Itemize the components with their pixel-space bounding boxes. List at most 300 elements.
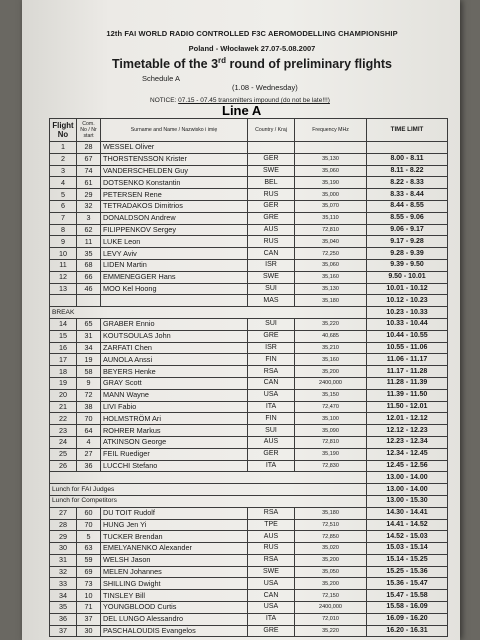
time-limit-cell: 10.01 - 10.12	[367, 283, 448, 295]
flight-no-cell: 21	[50, 401, 77, 413]
com-no-cell: 34	[77, 342, 101, 354]
table-row	[50, 566, 448, 578]
break-label: BREAK	[50, 307, 367, 319]
time-limit-cell: 15.47 - 15.58	[367, 590, 448, 602]
break-row	[50, 495, 448, 507]
frequency-cell: 40,685	[295, 330, 367, 342]
table-row	[50, 283, 448, 295]
pilot-name-cell: EMELYANENKO Alexander	[101, 543, 248, 555]
notice-body: transmitters impound (do not be late!!!)	[216, 97, 330, 104]
pilot-name-cell: ROHRER Markus	[101, 425, 248, 437]
frequency-cell: 35,150	[295, 389, 367, 401]
flight-no-cell: 30	[50, 543, 77, 555]
table-row	[50, 295, 448, 307]
table-row	[50, 377, 448, 389]
pilot-name-cell: EMMENEGGER Hans	[101, 271, 248, 283]
pilot-name-cell: FEIL Ruediger	[101, 448, 248, 460]
pilot-name-cell: HOLMSTRÖM Ari	[101, 413, 248, 425]
com-no-cell: 62	[77, 224, 101, 236]
table-row	[50, 142, 448, 154]
country-cell: ITA	[248, 401, 295, 413]
flight-no-cell: 24	[50, 436, 77, 448]
table-row	[50, 425, 448, 437]
pilot-name-cell: FILIPPENKOV Sergey	[101, 224, 248, 236]
flight-no-cell: 35	[50, 602, 77, 614]
table-row	[50, 200, 448, 212]
flight-no-cell: 33	[50, 578, 77, 590]
flight-no-cell: 28	[50, 519, 77, 531]
flight-no-cell: 19	[50, 377, 77, 389]
flight-no-cell: 32	[50, 566, 77, 578]
frequency-cell: 35,200	[295, 366, 367, 378]
country-cell: MAS	[248, 295, 295, 307]
com-no-cell: 46	[77, 283, 101, 295]
pilot-name-cell: LUKE Leon	[101, 236, 248, 248]
country-cell: RSA	[248, 554, 295, 566]
com-no-cell: 74	[77, 165, 101, 177]
frequency-cell: 35,050	[295, 566, 367, 578]
frequency-cell: 35,200	[295, 554, 367, 566]
frequency-cell: 35,210	[295, 342, 367, 354]
country-cell	[248, 142, 295, 154]
col-name: Surname and Name / Nazwisko i imię	[101, 119, 248, 142]
flight-no-cell: 26	[50, 460, 77, 472]
time-limit-cell: 8.44 - 8.55	[367, 200, 448, 212]
break-label: Lunch for Competitors	[50, 495, 367, 507]
flight-no-cell: 6	[50, 200, 77, 212]
country-cell: RUS	[248, 236, 295, 248]
break-label: Lunch for FAI Judges	[50, 484, 367, 496]
com-no-cell: 61	[77, 177, 101, 189]
time-limit-cell: 13.00 - 14.00	[367, 472, 448, 484]
pilot-name-cell	[101, 295, 248, 307]
frequency-cell: 35,180	[295, 507, 367, 519]
time-limit-cell: 15.36 - 15.47	[367, 578, 448, 590]
col-com-no: Com. No / Nr start	[77, 119, 101, 142]
time-limit-cell: 9.28 - 9.39	[367, 248, 448, 260]
col-flight-no: Flight No	[50, 119, 77, 142]
country-cell: ISR	[248, 342, 295, 354]
table-header-row	[50, 119, 448, 142]
time-limit-cell: 10.12 - 10.23	[367, 295, 448, 307]
frequency-cell: 35,220	[295, 625, 367, 637]
time-limit-cell: 16.09 - 16.20	[367, 613, 448, 625]
table-row	[50, 271, 448, 283]
pilot-name-cell: DU TOIT Rudolf	[101, 507, 248, 519]
flight-no-cell: 20	[50, 389, 77, 401]
table-row	[50, 330, 448, 342]
flight-no-cell: 23	[50, 425, 77, 437]
time-limit-cell: 13.00 - 15.30	[367, 495, 448, 507]
flight-no-cell: 1	[50, 142, 77, 154]
time-limit-cell: 13.00 - 14.00	[367, 484, 448, 496]
frequency-cell: 35,220	[295, 318, 367, 330]
break-row	[50, 307, 448, 319]
com-no-cell: 65	[77, 318, 101, 330]
flight-no-cell: 12	[50, 271, 77, 283]
pilot-name-cell: MOO Kel Hoong	[101, 283, 248, 295]
flight-no-cell: 31	[50, 554, 77, 566]
frequency-cell: 35,090	[295, 425, 367, 437]
country-cell: TPE	[248, 519, 295, 531]
com-no-cell: 28	[77, 142, 101, 154]
pilot-name-cell: DOTSENKO Konstantin	[101, 177, 248, 189]
timetable	[49, 118, 448, 637]
table-row	[50, 401, 448, 413]
com-no-cell	[77, 295, 101, 307]
table-row	[50, 366, 448, 378]
flight-no-cell: 13	[50, 283, 77, 295]
com-no-cell: 63	[77, 543, 101, 555]
pilot-name-cell: HUNG Jen Yi	[101, 519, 248, 531]
flight-no-cell: 22	[50, 413, 77, 425]
flight-no-cell: 36	[50, 613, 77, 625]
com-no-cell: 31	[77, 330, 101, 342]
time-limit-cell: 9.17 - 9.28	[367, 236, 448, 248]
table-row	[50, 590, 448, 602]
pilot-name-cell: SHILLING Dwight	[101, 578, 248, 590]
table-row	[50, 543, 448, 555]
notice-time: 07.15 - 07.45	[178, 97, 217, 104]
flight-no-cell: 37	[50, 625, 77, 637]
break-row	[50, 484, 448, 496]
com-no-cell: 66	[77, 271, 101, 283]
country-cell: SUI	[248, 425, 295, 437]
frequency-cell: 72,830	[295, 460, 367, 472]
pilot-name-cell: LEVY Aviv	[101, 248, 248, 260]
table-row	[50, 236, 448, 248]
table-row	[50, 413, 448, 425]
table-row	[50, 259, 448, 271]
time-limit-cell: 12.23 - 12.34	[367, 436, 448, 448]
frequency-cell: 35,160	[295, 354, 367, 366]
flight-no-cell: 15	[50, 330, 77, 342]
pilot-name-cell: LIVI Fabio	[101, 401, 248, 413]
break-label	[50, 472, 367, 484]
time-limit-cell: 11.39 - 11.50	[367, 389, 448, 401]
time-limit-cell: 10.44 - 10.55	[367, 330, 448, 342]
pilot-name-cell: BEYERS Henke	[101, 366, 248, 378]
flight-no-cell: 25	[50, 448, 77, 460]
frequency-cell: 35,190	[295, 448, 367, 460]
time-limit-cell: 8.22 - 8.33	[367, 177, 448, 189]
table-row	[50, 389, 448, 401]
time-limit-cell: 14.52 - 15.03	[367, 531, 448, 543]
com-no-cell: 67	[77, 153, 101, 165]
country-cell: FIN	[248, 413, 295, 425]
time-limit-cell: 9.39 - 9.50	[367, 259, 448, 271]
pilot-name-cell: YOUNGBLOOD Curtis	[101, 602, 248, 614]
country-cell: FIN	[248, 354, 295, 366]
com-no-cell: 60	[77, 507, 101, 519]
flight-no-cell: 5	[50, 189, 77, 201]
country-cell: USA	[248, 389, 295, 401]
pilot-name-cell: VANDERSCHELDEN Guy	[101, 165, 248, 177]
col-time-limit: TIME LIMIT	[367, 119, 448, 142]
table-row	[50, 165, 448, 177]
pilot-name-cell: DEL LUNGO Alessandro	[101, 613, 248, 625]
flight-no-cell: 16	[50, 342, 77, 354]
country-cell: GRE	[248, 330, 295, 342]
frequency-cell: 35,100	[295, 413, 367, 425]
com-no-cell: 4	[77, 436, 101, 448]
com-no-cell: 70	[77, 413, 101, 425]
pilot-name-cell: AUNOLA Anssi	[101, 354, 248, 366]
time-limit-cell: 11.50 - 12.01	[367, 401, 448, 413]
country-cell: ISR	[248, 259, 295, 271]
time-limit-cell: 8.55 - 9.06	[367, 212, 448, 224]
pilot-name-cell: MANN Wayne	[101, 389, 248, 401]
table-row	[50, 189, 448, 201]
flight-no-cell: 9	[50, 236, 77, 248]
frequency-cell: 35,060	[295, 165, 367, 177]
country-cell: CAN	[248, 590, 295, 602]
time-limit-cell: 10.23 - 10.33	[367, 307, 448, 319]
flight-no-cell: 10	[50, 248, 77, 260]
time-limit-cell: 8.00 - 8.11	[367, 153, 448, 165]
frequency-cell: 72,150	[295, 590, 367, 602]
com-no-cell: 58	[77, 366, 101, 378]
pilot-name-cell: TETRADAKOS Dimitrios	[101, 200, 248, 212]
country-cell: GER	[248, 153, 295, 165]
table-row	[50, 448, 448, 460]
frequency-cell: 35,070	[295, 200, 367, 212]
schedule-date: (1.08 - Wednesday)	[232, 83, 298, 92]
frequency-cell: 35,060	[295, 259, 367, 271]
frequency-cell: 35,110	[295, 212, 367, 224]
frequency-cell: 35,180	[295, 295, 367, 307]
time-limit-cell: 15.58 - 16.09	[367, 602, 448, 614]
time-limit-cell: 16.20 - 16.31	[367, 625, 448, 637]
time-limit-cell: 14.30 - 14.41	[367, 507, 448, 519]
country-cell: GER	[248, 448, 295, 460]
time-limit-cell: 12.12 - 12.23	[367, 425, 448, 437]
time-limit-cell: 12.45 - 12.56	[367, 460, 448, 472]
com-no-cell: 30	[77, 625, 101, 637]
time-limit-cell	[367, 142, 448, 154]
frequency-cell: 35,040	[295, 236, 367, 248]
com-no-cell: 9	[77, 377, 101, 389]
frequency-cell: 35,200	[295, 578, 367, 590]
country-cell: CAN	[248, 248, 295, 260]
country-cell: RSA	[248, 507, 295, 519]
frequency-cell: 72,470	[295, 401, 367, 413]
table-row	[50, 177, 448, 189]
com-no-cell: 59	[77, 554, 101, 566]
country-cell: ITA	[248, 613, 295, 625]
frequency-cell: 35,000	[295, 189, 367, 201]
com-no-cell: 38	[77, 401, 101, 413]
time-limit-cell: 11.28 - 11.39	[367, 377, 448, 389]
table-row	[50, 531, 448, 543]
com-no-cell: 27	[77, 448, 101, 460]
flight-no-cell: 34	[50, 590, 77, 602]
com-no-cell: 19	[77, 354, 101, 366]
table-row	[50, 212, 448, 224]
country-cell: SWE	[248, 271, 295, 283]
schedule-label: Schedule A	[142, 74, 180, 83]
com-no-cell: 10	[77, 590, 101, 602]
table-row	[50, 613, 448, 625]
country-cell: SWE	[248, 566, 295, 578]
com-no-cell: 3	[77, 212, 101, 224]
event-location-date: Poland - Włocławek 27.07-5.08.2007	[188, 44, 316, 53]
country-cell: RUS	[248, 189, 295, 201]
document-page	[22, 0, 460, 640]
col-frequency: Frequency MHz	[295, 119, 367, 142]
country-cell: AUS	[248, 436, 295, 448]
time-limit-cell: 14.41 - 14.52	[367, 519, 448, 531]
time-limit-cell: 11.06 - 11.17	[367, 354, 448, 366]
pilot-name-cell: GRABER Ennio	[101, 318, 248, 330]
com-no-cell: 70	[77, 519, 101, 531]
country-cell: SUI	[248, 283, 295, 295]
line-title: Line A	[222, 103, 262, 118]
flight-no-cell: 14	[50, 318, 77, 330]
time-limit-cell: 12.01 - 12.12	[367, 413, 448, 425]
pilot-name-cell: PETERSEN Rene	[101, 189, 248, 201]
pilot-name-cell: LIDEN Martin	[101, 259, 248, 271]
table-row	[50, 224, 448, 236]
time-limit-cell: 8.11 - 8.22	[367, 165, 448, 177]
com-no-cell: 29	[77, 189, 101, 201]
time-limit-cell: 15.03 - 15.14	[367, 543, 448, 555]
country-cell: USA	[248, 602, 295, 614]
frequency-cell	[295, 142, 367, 154]
com-no-cell: 32	[77, 200, 101, 212]
pilot-name-cell: WELSH Jason	[101, 554, 248, 566]
table-row	[50, 554, 448, 566]
com-no-cell: 36	[77, 460, 101, 472]
country-cell: SWE	[248, 165, 295, 177]
frequency-cell: 35,020	[295, 543, 367, 555]
country-cell: AUS	[248, 531, 295, 543]
frequency-cell: 35,160	[295, 271, 367, 283]
country-cell: RSA	[248, 366, 295, 378]
timetable-title	[52, 56, 452, 71]
pilot-name-cell: KOUTSOULAS John	[101, 330, 248, 342]
flight-no-cell: 7	[50, 212, 77, 224]
country-cell: GER	[248, 200, 295, 212]
time-limit-cell: 11.17 - 11.28	[367, 366, 448, 378]
com-no-cell: 73	[77, 578, 101, 590]
flight-no-cell: 17	[50, 354, 77, 366]
frequency-cell: 72,010	[295, 613, 367, 625]
flight-no-cell: 29	[50, 531, 77, 543]
table-row	[50, 602, 448, 614]
table-row	[50, 578, 448, 590]
com-no-cell: 71	[77, 602, 101, 614]
championship-title: 12th FAI WORLD RADIO CONTROLLED F3C AEROMODELLING CHAMPIONSHIP	[106, 29, 398, 38]
table-row	[50, 507, 448, 519]
country-cell: RUS	[248, 543, 295, 555]
flight-no-cell: 27	[50, 507, 77, 519]
table-row	[50, 460, 448, 472]
table-row	[50, 248, 448, 260]
timetable-body	[50, 142, 448, 637]
country-cell: GRE	[248, 625, 295, 637]
table-row	[50, 519, 448, 531]
frequency-cell: 72,810	[295, 224, 367, 236]
pilot-name-cell: THORSTENSSON Krister	[101, 153, 248, 165]
time-limit-cell: 8.33 - 8.44	[367, 189, 448, 201]
frequency-cell: 35,130	[295, 283, 367, 295]
time-limit-cell: 15.14 - 15.25	[367, 554, 448, 566]
pilot-name-cell: WESSEL Oliver	[101, 142, 248, 154]
table-row	[50, 436, 448, 448]
frequency-cell: 72,250	[295, 248, 367, 260]
flight-no-cell: 11	[50, 259, 77, 271]
pilot-name-cell: PASCHALOUDIS Evangelos	[101, 625, 248, 637]
pilot-name-cell: TINSLEY Bill	[101, 590, 248, 602]
com-no-cell: 35	[77, 248, 101, 260]
country-cell: ITA	[248, 460, 295, 472]
frequency-cell: 35,190	[295, 177, 367, 189]
country-cell: USA	[248, 578, 295, 590]
flight-no-cell: 8	[50, 224, 77, 236]
break-row	[50, 472, 448, 484]
country-cell: BEL	[248, 177, 295, 189]
time-limit-cell: 9.06 - 9.17	[367, 224, 448, 236]
table-row	[50, 625, 448, 637]
pilot-name-cell: LUCCHI Stefano	[101, 460, 248, 472]
flight-no-cell: 2	[50, 153, 77, 165]
com-no-cell: 37	[77, 613, 101, 625]
title-pre: Timetable of the 3	[111, 57, 219, 72]
pilot-name-cell: GRAY Scott	[101, 377, 248, 389]
time-limit-cell: 15.25 - 15.36	[367, 566, 448, 578]
country-cell: AUS	[248, 224, 295, 236]
flight-no-cell: 18	[50, 366, 77, 378]
com-no-cell: 72	[77, 389, 101, 401]
pilot-name-cell: MELEN Johannes	[101, 566, 248, 578]
com-no-cell: 11	[77, 236, 101, 248]
com-no-cell: 5	[77, 531, 101, 543]
com-no-cell: 64	[77, 425, 101, 437]
com-no-cell: 68	[77, 259, 101, 271]
country-cell: CAN	[248, 377, 295, 389]
pilot-name-cell: ATKINSON George	[101, 436, 248, 448]
time-limit-cell: 12.34 - 12.45	[367, 448, 448, 460]
frequency-cell: 2400,000	[295, 602, 367, 614]
com-no-cell: 69	[77, 566, 101, 578]
frequency-cell: 35,130	[295, 153, 367, 165]
table-row	[50, 318, 448, 330]
frequency-cell: 72,850	[295, 531, 367, 543]
table-row	[50, 342, 448, 354]
country-cell: SUI	[248, 318, 295, 330]
frequency-cell: 72,510	[295, 519, 367, 531]
pilot-name-cell: ZARFATI Chen	[101, 342, 248, 354]
time-limit-cell: 10.33 - 10.44	[367, 318, 448, 330]
flight-no-cell	[50, 295, 77, 307]
frequency-cell: 72,810	[295, 436, 367, 448]
notice-label: NOTICE:	[150, 97, 179, 104]
pilot-name-cell: DONALDSON Andrew	[101, 212, 248, 224]
time-limit-cell: 10.55 - 11.06	[367, 342, 448, 354]
title-sup: rd	[218, 56, 227, 65]
table-row	[50, 354, 448, 366]
frequency-cell: 2400,000	[295, 377, 367, 389]
flight-no-cell: 3	[50, 165, 77, 177]
time-limit-cell: 9.50 - 10.01	[367, 271, 448, 283]
pilot-name-cell: TUCKER Brendan	[101, 531, 248, 543]
title-post: round of preliminary flights	[226, 57, 393, 72]
country-cell: GRE	[248, 212, 295, 224]
flight-no-cell: 4	[50, 177, 77, 189]
col-country: Country / Kraj	[248, 119, 295, 142]
table-row	[50, 153, 448, 165]
